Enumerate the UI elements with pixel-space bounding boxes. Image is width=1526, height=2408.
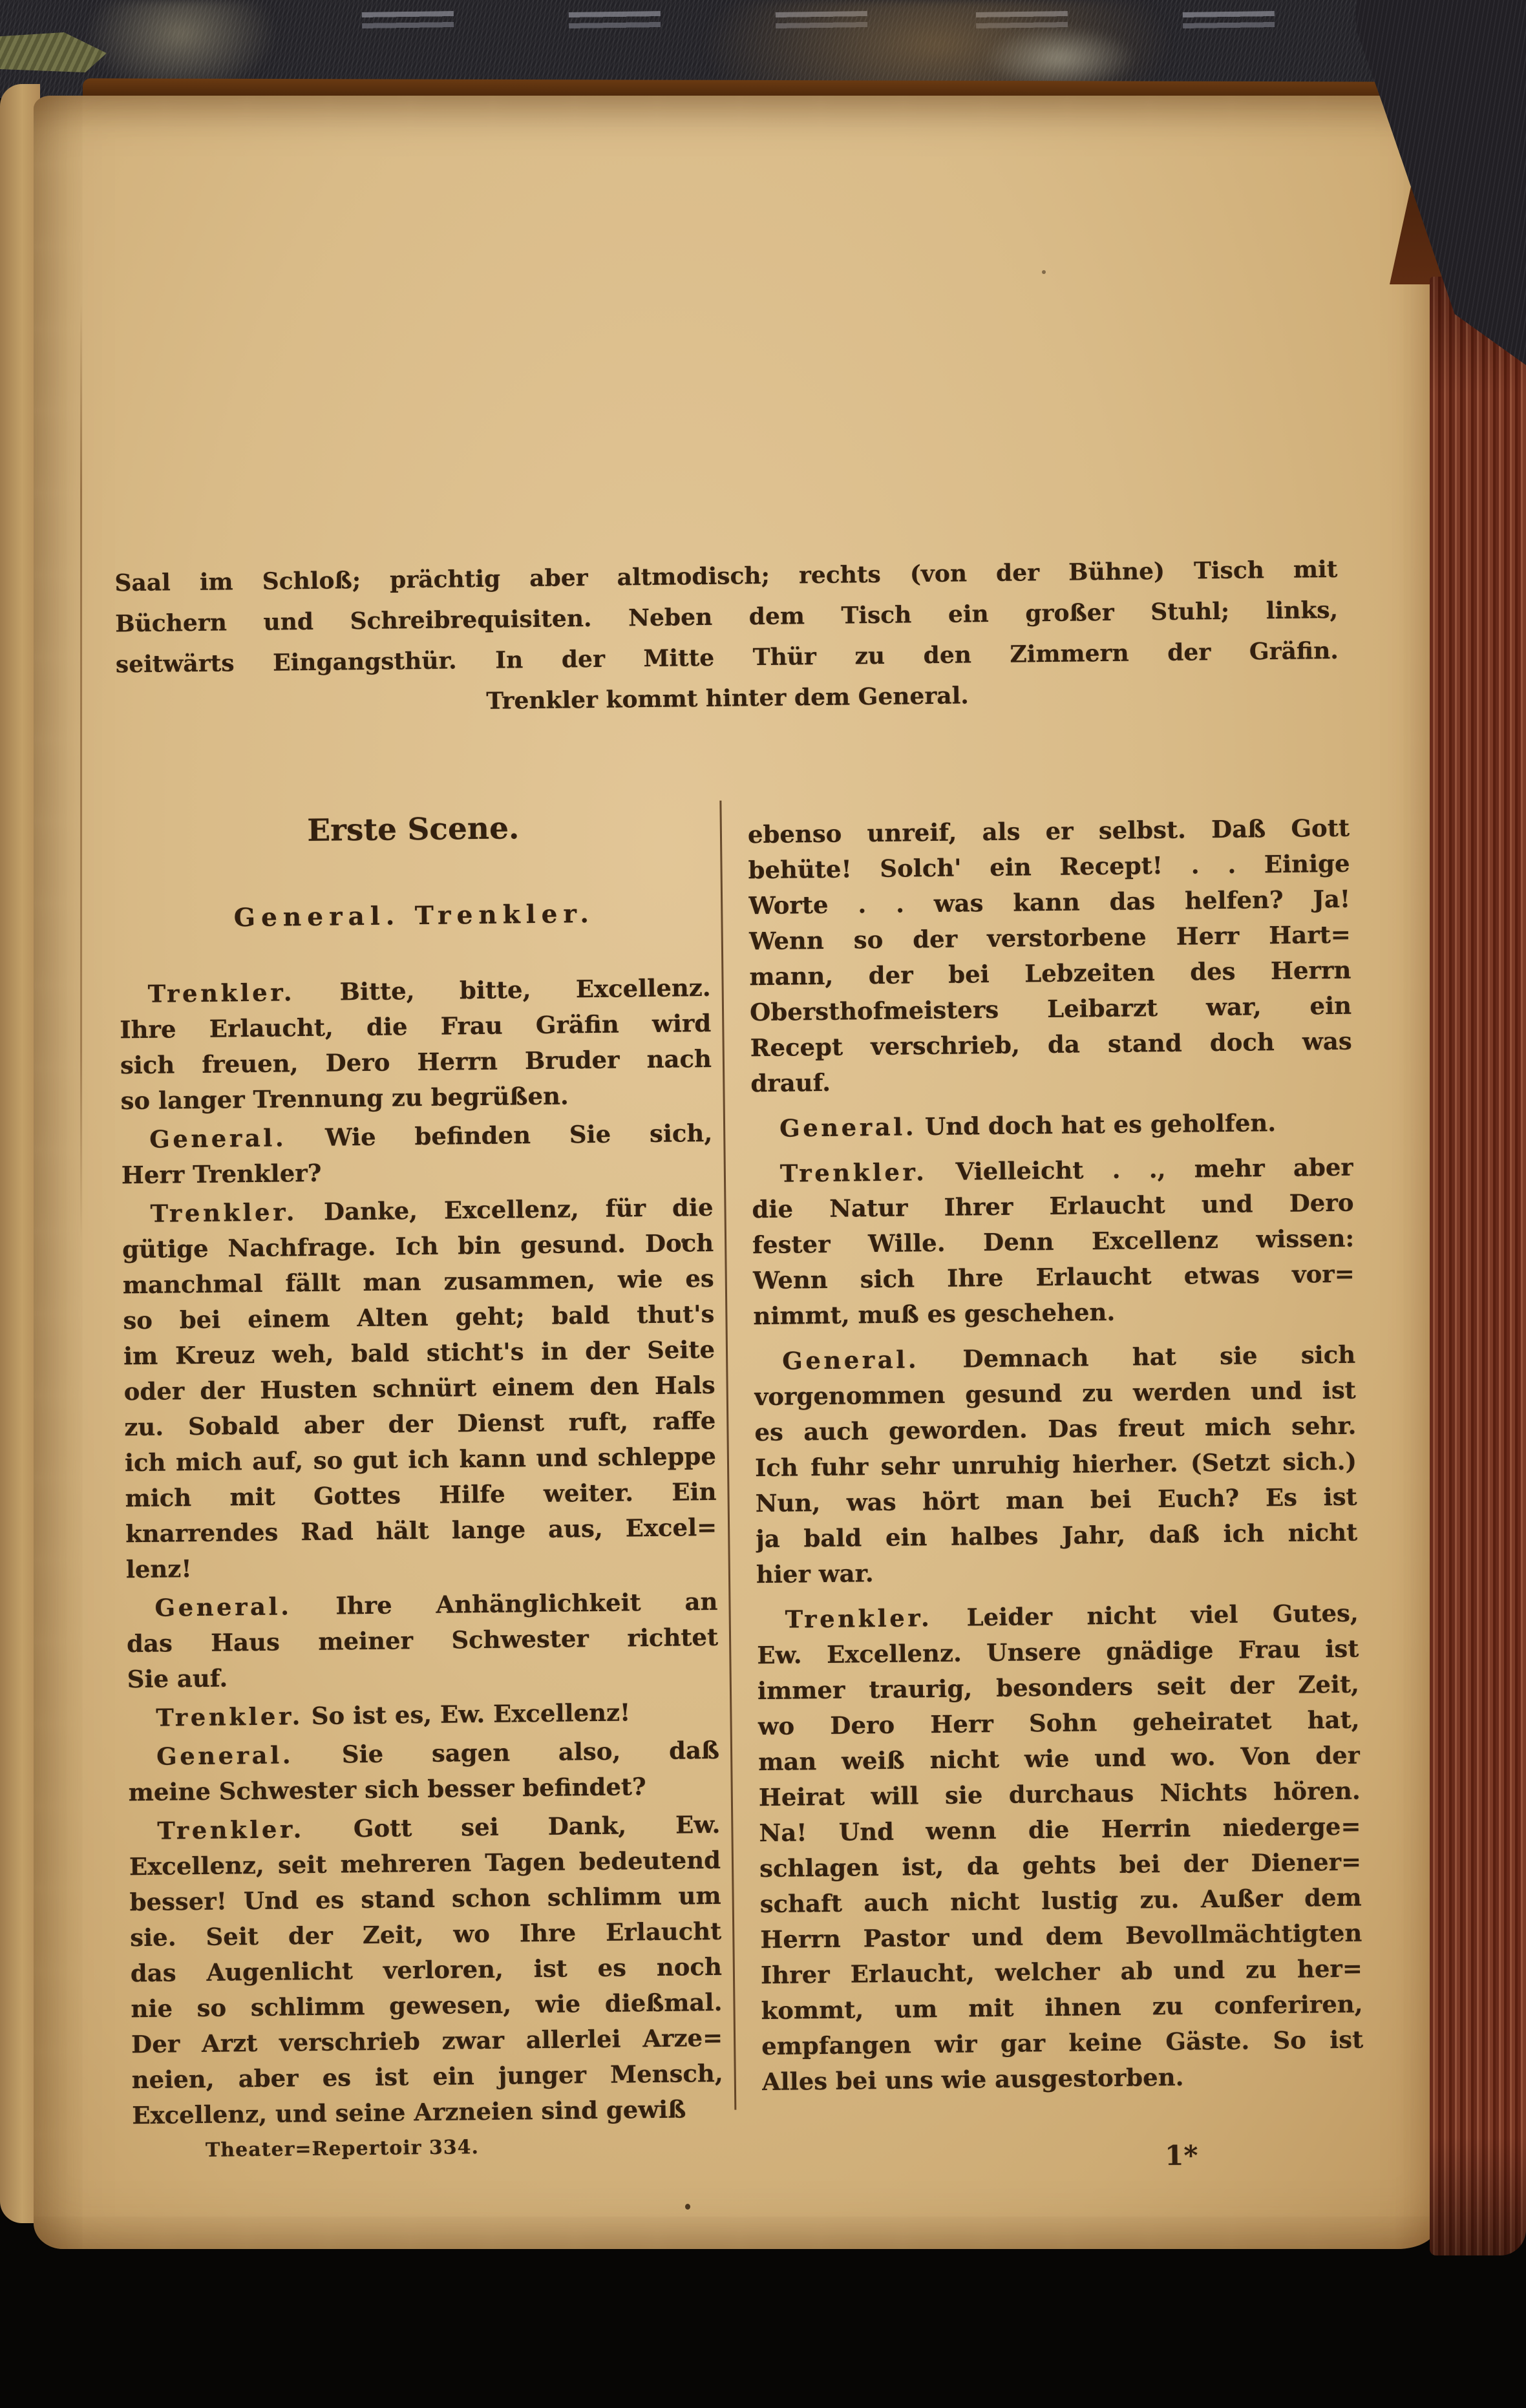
text-line: es auch geworden. Das freut mich sehr. bbox=[754, 1411, 1357, 1447]
text-line: das Haus meiner Schwester richtet bbox=[126, 1622, 719, 1658]
text-line: Obersthofmeisters Leibarzt war, ein bbox=[749, 991, 1352, 1027]
stage-direction-line: Büchern und Schreibrequisiten. Neben dem Tisch ein großer Stuhl; links, bbox=[114, 596, 1339, 638]
text-line: im Kreuz weh, bald sticht's in der Seite bbox=[123, 1335, 715, 1371]
text-line: ja bald ein halbes Jahr, daß ich nicht bbox=[756, 1517, 1358, 1554]
text-line: Ew. Excellenz. Unsere gnädige Frau ist bbox=[757, 1634, 1359, 1670]
text-line: Trenkler. Bitte, bitte, Excellenz. bbox=[147, 973, 711, 1008]
speaker-name: General. bbox=[781, 1345, 920, 1375]
left-column bbox=[117, 801, 723, 2133]
text-line: knarrendes Rad hält lange aus, Excel= bbox=[125, 1512, 717, 1548]
speaker-name: General. bbox=[156, 1740, 294, 1771]
text-line: vorgenommen gesund zu werden und ist bbox=[754, 1375, 1357, 1411]
dialogue-paragraph bbox=[121, 1115, 713, 1193]
text-line: neien, aber es ist ein junger Mensch, bbox=[131, 2058, 723, 2095]
speaker-name: Trenkler. bbox=[147, 978, 295, 1008]
text-line: ebenso unreif, als er selbst. Daß Gott bbox=[747, 813, 1350, 849]
text-line: Wenn sich Ihre Erlaucht etwas vor= bbox=[752, 1259, 1355, 1295]
text-line: hier war. bbox=[756, 1559, 874, 1589]
text-line: so bei einem Alten geht; bald thut's bbox=[123, 1299, 715, 1335]
text-line: meine Schwester sich besser befindet? bbox=[128, 1772, 646, 1807]
stage-direction-line: Trenkler kommt hinter dem General. bbox=[486, 682, 970, 715]
text-line: Der Arzt verschrieb zwar allerlei Arze= bbox=[131, 2023, 723, 2059]
text-line: man weiß nicht wie und wo. Von der bbox=[758, 1740, 1361, 1777]
text-line: Excellenz, und seine Arzneien sind gewiß bbox=[132, 2095, 686, 2130]
text-line: General. Sie sagen also, daß bbox=[156, 1735, 720, 1771]
signature-mark: 1* bbox=[1164, 2139, 1198, 2172]
stage-direction-line: seitwärts Eingangsthür. In der Mitte Thür zu den Zimmern der Gräfin. bbox=[115, 637, 1339, 679]
text-columns bbox=[117, 794, 1364, 2133]
right-column bbox=[719, 794, 1364, 2110]
text-line: mich mit Gottes Hilfe weiter. Ein bbox=[125, 1477, 717, 1513]
text-line: drauf. bbox=[750, 1068, 831, 1098]
speaker-name: General. bbox=[149, 1123, 287, 1154]
dialogue-paragraph bbox=[127, 1694, 719, 1736]
text-line: nie so schlimm gewesen, wie dießmal. bbox=[131, 1987, 723, 2023]
speaker-name: Trenkler. bbox=[157, 1815, 305, 1845]
dialogue-paragraph bbox=[128, 1733, 720, 1810]
dialogue-paragraph bbox=[129, 1807, 724, 2133]
text-line: Wenn so der verstorbene Herr Hart= bbox=[748, 920, 1351, 956]
speaker-name: Trenkler. bbox=[779, 1157, 927, 1188]
text-line: Trenkler. Gott sei Dank, Ew. bbox=[157, 1810, 721, 1845]
text-line: Ihrer Erlaucht, welcher ab und zu her= bbox=[760, 1954, 1363, 1990]
series-imprint: Theater=Repertoir 334. bbox=[205, 2136, 480, 2162]
text-line: Recept verschrieb, da stand doch was bbox=[750, 1026, 1352, 1062]
speaker-name: General. bbox=[779, 1112, 917, 1143]
text-line: besser! Und es stand schon schlimm um bbox=[129, 1881, 721, 1917]
text-line: Alles bei uns wie ausgestorben. bbox=[761, 2062, 1184, 2096]
text-line: Ihre Erlaucht, die Frau Gräfin wird bbox=[120, 1008, 712, 1044]
text-line: nimmt, muß es geschehen. bbox=[753, 1297, 1116, 1331]
text-line: Excellenz, seit mehreren Tagen bedeutend bbox=[129, 1845, 721, 1881]
text-line: schlagen ist, da gehts bei der Diener= bbox=[759, 1847, 1362, 1883]
stage-direction-line: Saal im Schloß; prächtig aber altmodisch; rechts (von der Bühne) Tisch mit bbox=[114, 555, 1338, 597]
text-line: Trenkler. Danke, Excellenz, für die bbox=[150, 1192, 714, 1228]
dialogue-paragraph bbox=[122, 1190, 717, 1587]
text-line: mann, der bei Lebzeiten des Herrn bbox=[749, 955, 1351, 991]
text-line: immer traurig, besonders seit der Zeit, bbox=[757, 1669, 1360, 1706]
text-line: empfangen wir gar keine Gäste. So ist bbox=[761, 2025, 1364, 2061]
text-line: Herr Trenkler? bbox=[121, 1158, 322, 1190]
dialogue-paragraph bbox=[119, 970, 712, 1119]
text-line: behüte! Solch' ein Recept! . . Einige bbox=[748, 849, 1350, 885]
speaker-name: Trenkler. bbox=[150, 1198, 298, 1228]
text-line: fester Wille. Denn Excellenz wissen: bbox=[752, 1223, 1355, 1260]
scene-heading: Erste Scene. bbox=[307, 810, 520, 849]
text-line: Nun, was hört man bei Euch? Es ist bbox=[755, 1482, 1357, 1518]
text-line: gütige Nachfrage. Ich bin gesund. Doch bbox=[122, 1228, 714, 1264]
scene-characters: General. Trenkler. bbox=[233, 898, 595, 933]
text-line: General. Ihre Anhänglichkeit an bbox=[154, 1587, 718, 1622]
text-line: sich freuen, Dero Herrn Bruder nach bbox=[120, 1044, 712, 1080]
text-line: General. Und doch hat es geholfen. bbox=[779, 1108, 1277, 1143]
text-line: zu. Sobald aber der Dienst ruft, raffe bbox=[124, 1406, 716, 1442]
text-line: Herrn Pastor und dem Bevollmächtigten bbox=[760, 1918, 1362, 1954]
text-line: Ich fuhr sehr unruhig hierher. (Setzt sich.) bbox=[754, 1446, 1357, 1483]
text-line: Trenkler. Leider nicht viel Gutes, bbox=[785, 1598, 1359, 1634]
dialogue-paragraph bbox=[126, 1584, 719, 1697]
text-line: sie. Seit der Zeit, wo Ihre Erlaucht bbox=[130, 1916, 722, 1952]
text-line: Sie auf. bbox=[127, 1663, 228, 1694]
text-line: Heirat will sie durchaus Nichts hören. bbox=[758, 1776, 1361, 1812]
speaker-name: Trenkler. bbox=[156, 1702, 304, 1732]
dialogue-paragraph bbox=[748, 810, 1353, 1102]
text-line: lenz! bbox=[125, 1554, 192, 1584]
text-line: Trenkler. So ist es, Ew. Excellenz! bbox=[156, 1698, 631, 1732]
text-line: das Augenlicht verloren, ist es noch bbox=[130, 1952, 723, 1988]
text-line: oder der Husten schnürt einem den Hals bbox=[123, 1370, 715, 1406]
stage-directions bbox=[114, 549, 1339, 726]
text-line: kommt, um mit ihnen zu conferiren, bbox=[761, 1989, 1363, 2025]
speaker-name: General. bbox=[154, 1592, 292, 1622]
text-line: schaft auch nicht lustig zu. Außer dem bbox=[759, 1883, 1362, 1919]
text-line: manchmal fällt man zusammen, wie es bbox=[122, 1263, 714, 1300]
text-line: General. Wie befinden Sie sich, bbox=[149, 1118, 713, 1154]
text-line: ich mich auf, so gut ich kann und schleppe bbox=[124, 1441, 717, 1477]
text-line: Worte . . was kann das helfen? Ja! bbox=[748, 884, 1351, 920]
dialogue-paragraph bbox=[756, 1596, 1364, 2100]
text-line: Na! Und wenn die Herrin niederge= bbox=[759, 1811, 1361, 1848]
dialogue-paragraph bbox=[754, 1337, 1358, 1593]
text-line: wo Dero Herr Sohn geheiratet hat, bbox=[758, 1705, 1360, 1741]
speaker-name: Trenkler. bbox=[785, 1603, 933, 1634]
text-line: die Natur Ihrer Erlaucht und Dero bbox=[752, 1188, 1354, 1224]
dialogue-paragraph bbox=[752, 1150, 1355, 1335]
text-line: so langer Trennung zu begrüßen. bbox=[120, 1081, 569, 1115]
dialogue-paragraph bbox=[751, 1104, 1353, 1147]
text-line: Trenkler. Vielleicht . ., mehr aber bbox=[779, 1152, 1354, 1188]
text-line: General. Demnach hat sie sich bbox=[781, 1340, 1356, 1375]
